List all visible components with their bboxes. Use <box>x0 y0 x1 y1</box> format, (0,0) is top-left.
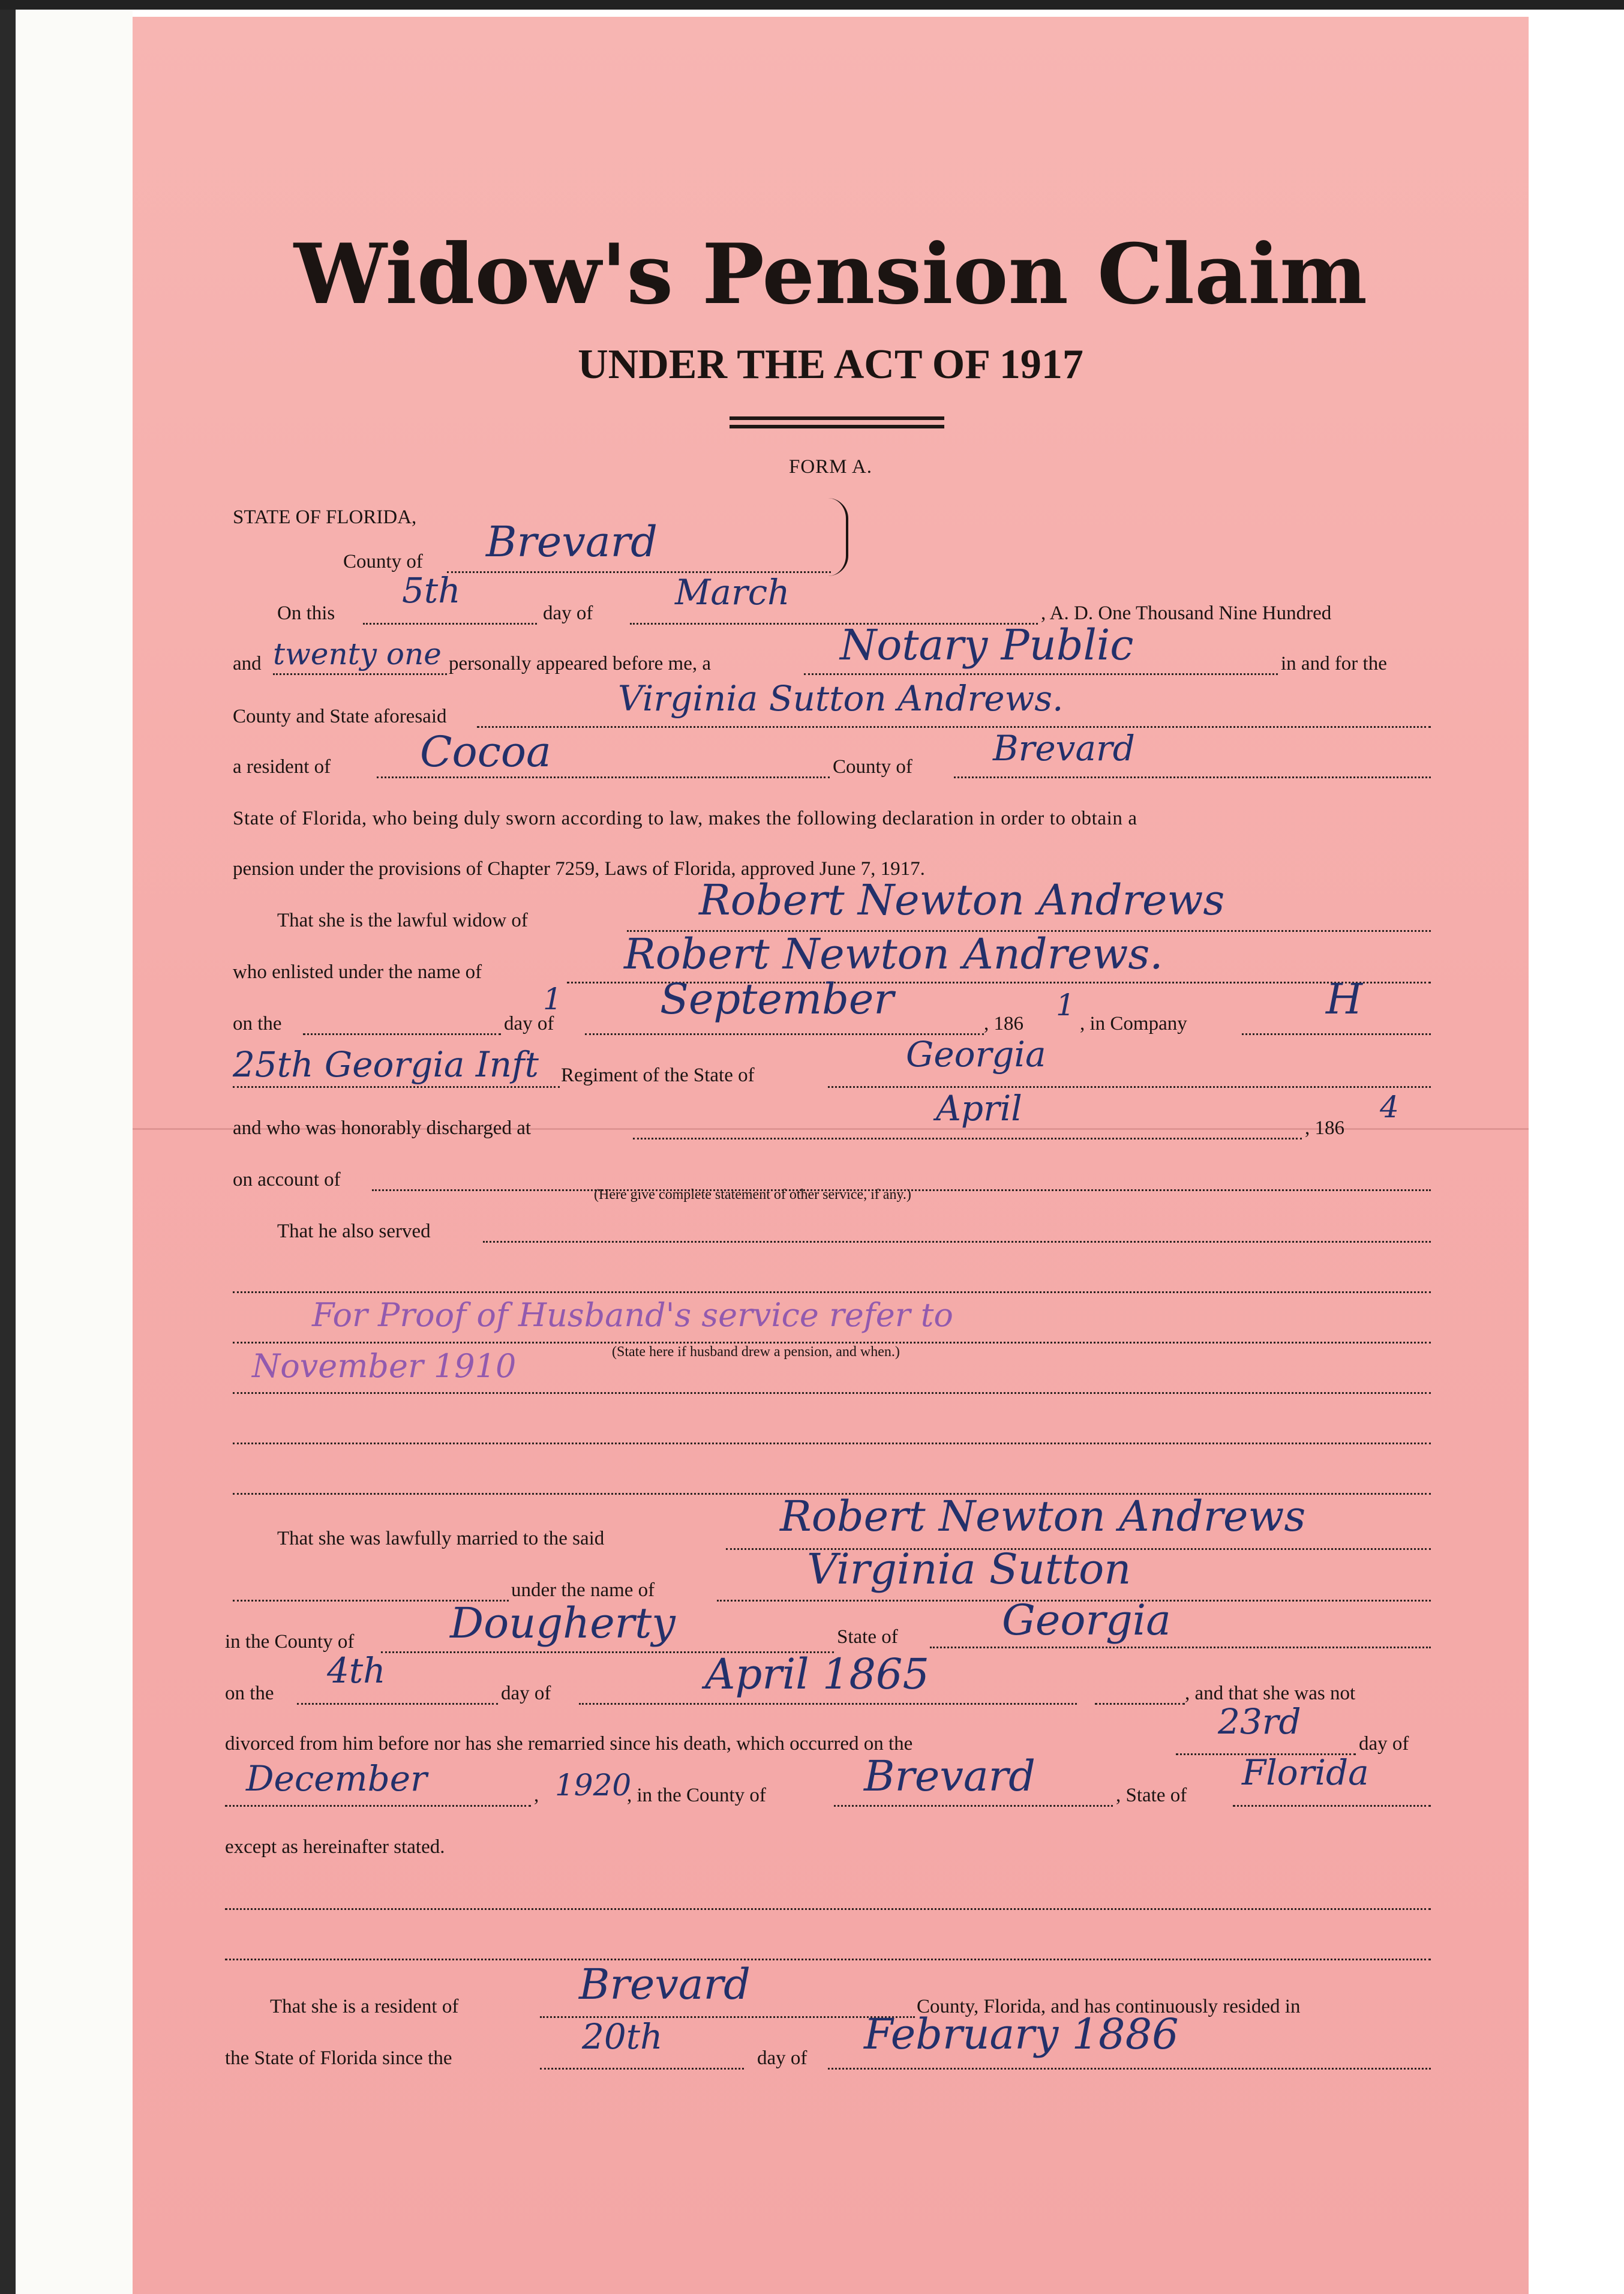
day-of-label: day of <box>543 602 593 624</box>
form-subtitle: UNDER THE ACT OF 1917 <box>578 341 1083 388</box>
not-divorced-label: , and that she was not <box>1185 1683 1356 1704</box>
resident-of-label: a resident of <box>233 756 331 778</box>
hw-marriage-month-year: April 1865 <box>705 1650 929 1699</box>
also-served-line-5 <box>233 1443 1431 1444</box>
also-served-label: That he also served <box>277 1221 431 1242</box>
hw-husband: Robert Newton Andrews <box>699 875 1225 925</box>
hw-discharge-year: 4 <box>1380 1090 1399 1124</box>
officer-line <box>804 673 1278 675</box>
lawful-widow-label: That she is the lawful widow of <box>277 910 528 931</box>
marriage-county-label: in the County of <box>225 1631 355 1653</box>
scanner-edge <box>0 10 16 2294</box>
discharged-label: and who was honorably discharged at <box>233 1117 532 1139</box>
claimant-line <box>477 726 1431 728</box>
on-the-label-2: on the <box>225 1683 274 1704</box>
divorced-text: divorced from him before nor has she remarried since his death, which occurred on the <box>225 1733 913 1755</box>
title-rule-top <box>730 416 944 420</box>
hw-claimant: Virginia Sutton Andrews. <box>618 678 1064 719</box>
hw-also-served: For Proof of Husband's service refer to <box>312 1296 953 1334</box>
state-of-florida: STATE OF FLORIDA, <box>233 506 417 528</box>
residence-line <box>377 776 830 778</box>
day-of-label-5: day of <box>757 2047 808 2069</box>
death-county-label: , in the County of <box>627 1785 766 1806</box>
hw-residence-county: Brevard <box>993 728 1135 769</box>
also-served-line-1 <box>483 1241 1431 1243</box>
hw-month: March <box>675 572 790 613</box>
hw-enlist-day: 1 <box>543 982 562 1016</box>
right-margin <box>1529 10 1624 2294</box>
hw-death-county: Brevard <box>864 1752 1035 1801</box>
hw-death-day: 23rd <box>1218 1701 1301 1742</box>
form-label: FORM A. <box>788 456 873 478</box>
hw-marriage-county: Dougherty <box>450 1599 676 1648</box>
hw-enlist-month: September <box>660 974 894 1024</box>
hw-marriage-state: Georgia <box>1002 1596 1171 1645</box>
hw-death-month: December <box>246 1758 427 1799</box>
other-service-note: (Here give complete statement of other service, if any.) <box>594 1187 911 1203</box>
since-day-line <box>540 2068 744 2070</box>
hw-married-name: Robert Newton Andrews <box>780 1492 1306 1541</box>
aforesaid-label: County and State aforesaid <box>233 706 447 727</box>
on-account-label: on account of <box>233 1169 341 1191</box>
day-line <box>363 623 537 625</box>
backing-paper <box>16 10 133 2294</box>
top-edge <box>0 0 1624 10</box>
resident-label: That she is a resident of <box>270 1996 459 2017</box>
hw-regiment-state: Georgia <box>906 1034 1046 1075</box>
company-label: , in Company <box>1080 1013 1187 1034</box>
hw-day: 5th <box>402 570 461 611</box>
hw-since-day: 20th <box>582 2016 663 2057</box>
hw-discharge-month: April <box>936 1088 1022 1129</box>
enlisted-label: who enlisted under the name of <box>233 961 482 983</box>
in-and-for-label: in and for the <box>1281 653 1387 674</box>
hw-also-served-2: November 1910 <box>252 1347 517 1385</box>
regiment-state-line <box>828 1086 1431 1088</box>
marriage-state-line <box>930 1647 1431 1648</box>
company-line <box>1242 1033 1431 1035</box>
year-186-label: , 186 <box>984 1013 1023 1034</box>
except-label: except as hereinafter stated. <box>225 1836 445 1858</box>
hw-enlist-year: 1 <box>1056 988 1075 1022</box>
hw-death-year: 1920 <box>555 1768 632 1803</box>
hw-regiment: 25th Georgia Inft <box>233 1044 539 1085</box>
title-rule-bottom <box>730 425 944 428</box>
day-of-label-4: day of <box>1359 1733 1409 1755</box>
venue-brace <box>828 498 848 576</box>
enlist-day-line <box>303 1033 501 1035</box>
under-name-label: under the name of <box>511 1579 655 1601</box>
hw-year-words: twenty one <box>273 637 442 671</box>
except-line-2 <box>225 1959 1431 1960</box>
county-florida-label: County, Florida, and has continuously resided in <box>917 1996 1301 2017</box>
hw-enlisted-name: Robert Newton Andrews. <box>624 929 1163 979</box>
appeared-label: personally appeared before me, a <box>449 653 712 674</box>
marriage-month-line <box>579 1703 1077 1705</box>
day-of-label-3: day of <box>501 1683 551 1704</box>
discharge-line <box>633 1138 1302 1139</box>
marriage-extra-line <box>1095 1703 1185 1705</box>
form-title: Widow's Pension Claim <box>293 225 1368 323</box>
hw-marriage-day: 4th <box>327 1650 386 1691</box>
regiment-line <box>233 1086 560 1088</box>
residence-county-line <box>954 776 1431 778</box>
death-month-line <box>225 1805 531 1807</box>
county-of-label-2: County of <box>833 756 912 778</box>
hw-death-state: Florida <box>1242 1752 1369 1793</box>
hw-company: H <box>1326 974 1363 1024</box>
also-served-line-2 <box>233 1291 1431 1293</box>
on-this-label: On this <box>277 602 335 624</box>
hw-since-month-year: February 1886 <box>864 2010 1179 2059</box>
since-label: the State of Florida since the <box>225 2047 452 2069</box>
year-186-label-2: , 186 <box>1305 1117 1344 1139</box>
marriage-day-line <box>297 1703 498 1705</box>
death-state-label: , State of <box>1116 1785 1187 1806</box>
since-month-line <box>828 2068 1431 2070</box>
hw-resident-county: Brevard <box>579 1960 751 2009</box>
pension-text: pension under the provisions of Chapter 7259, Laws of Florida, approved June 7, 1917. <box>233 858 925 880</box>
marriage-state-label: State of <box>837 1626 898 1648</box>
hw-residence: Cocoa <box>420 727 551 776</box>
declaration-text: State of Florida, who being duly sworn according to law, makes the following declaration in order to obtain a <box>233 808 1137 829</box>
county-of-label: County of <box>343 551 423 572</box>
day-of-label-2: day of <box>504 1013 554 1034</box>
also-served-line-4 <box>233 1392 1431 1394</box>
except-line-1 <box>225 1908 1431 1910</box>
also-served-line-3 <box>233 1342 1431 1344</box>
death-state-line <box>1233 1805 1431 1807</box>
and-label: and <box>233 653 262 674</box>
hw-county: Brevard <box>486 517 658 566</box>
regiment-label: Regiment of the State of <box>561 1064 755 1086</box>
on-the-label: on the <box>233 1013 282 1034</box>
hw-maiden-name: Virginia Sutton <box>807 1545 1131 1594</box>
hw-officer: Notary Public <box>840 620 1134 670</box>
pension-note: (State here if husband drew a pension, and when.) <box>612 1344 900 1360</box>
married-label: That she was lawfully married to the said <box>277 1528 605 1549</box>
year-comma: , <box>534 1785 539 1806</box>
ad-label: , A. D. One Thousand Nine Hundred <box>1041 602 1332 624</box>
death-county-line <box>834 1805 1113 1807</box>
year-line <box>273 673 447 675</box>
